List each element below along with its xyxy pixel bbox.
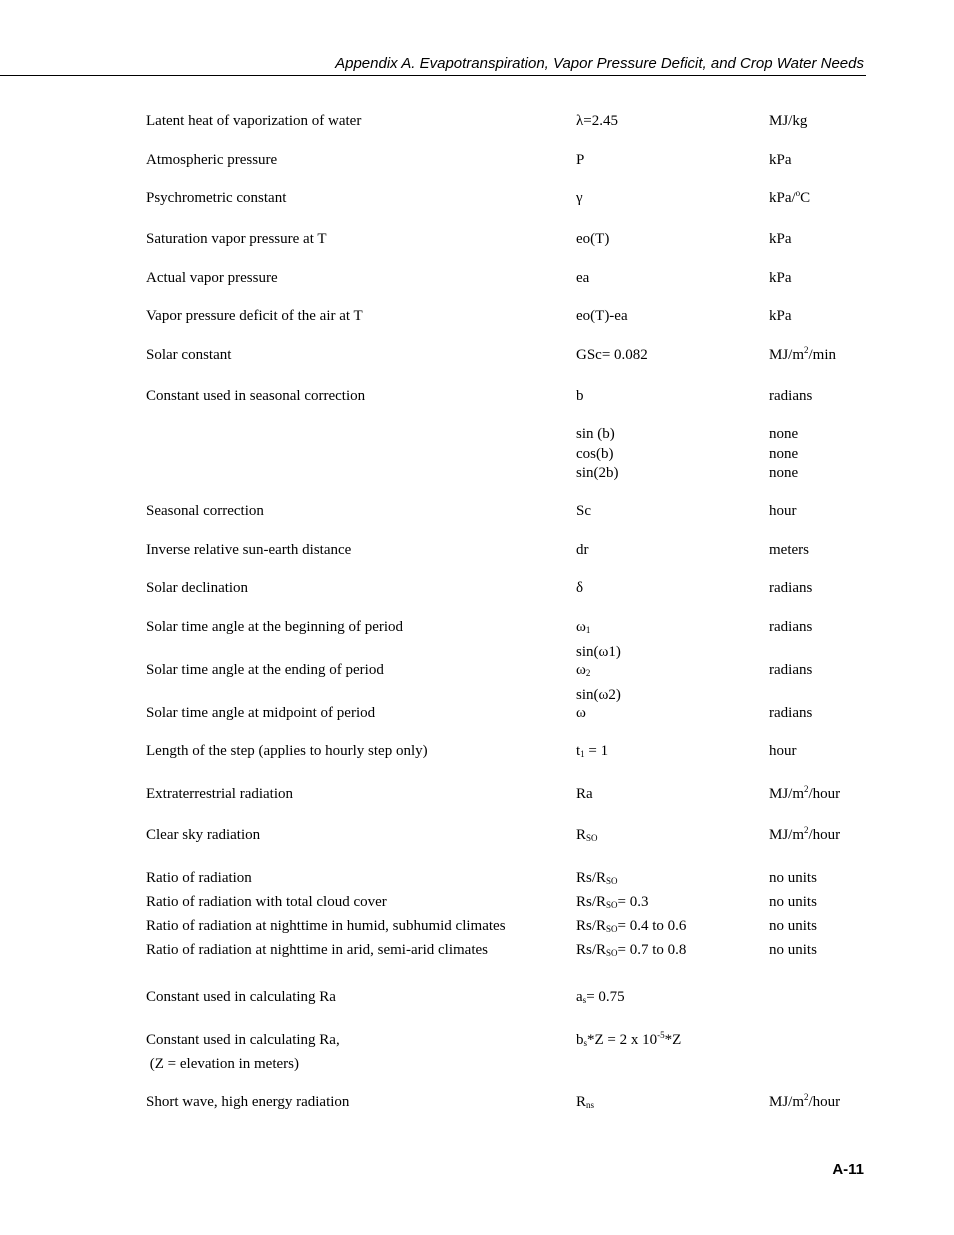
row-unit: no units (769, 894, 817, 910)
row-label: Ratio of radiation at nighttime in humid, subhumid climates (146, 918, 506, 934)
row-symbol: $R_{ns}$ (576, 1094, 595, 1110)
row-unit: none (769, 465, 799, 481)
row-label: Ratio of radiation with total cloud cover (146, 894, 387, 910)
row-label: Solar time angle at midpoint of period (146, 705, 376, 721)
row-label: Solar time angle at the beginning of period (146, 619, 404, 635)
row-unit: no units (769, 918, 817, 934)
row-symbol: γ (576, 190, 583, 206)
page-header: Appendix A. Evapotranspiration, Vapor Pressure Deficit, and Crop Water Needs (335, 55, 864, 72)
row-unit: radians (769, 388, 813, 404)
row-unit: kPa (769, 231, 792, 247)
row-symbol: cos(b) (576, 445, 614, 462)
row-symbol: ea (576, 270, 590, 286)
row-label: Saturation vapor pressure at T (146, 231, 327, 247)
row-unit: kPa (769, 308, 792, 324)
row-unit: no units (769, 942, 817, 958)
row-unit: none (769, 426, 799, 442)
row-symbol: $\omega_2$ (576, 662, 591, 678)
row-symbol: sin (b) (576, 426, 615, 442)
row-symbol: P (576, 152, 585, 168)
row-symbol: $Rs/R_{SO}$ (576, 870, 618, 886)
row-unit: meters (769, 542, 809, 558)
row-unit: $MJ/m^2$/hour (769, 784, 841, 802)
row-symbol: sin(ω2) (576, 687, 621, 703)
row-label: Length of the step (applies to hourly step only) (146, 743, 428, 759)
row-symbol: Sc (576, 503, 591, 519)
row-symbol: $R_{SO}$ (576, 827, 598, 843)
row-symbol: $a_s= 0.75$ (576, 989, 625, 1005)
row-label: Vapor pressure deficit of the air at T (146, 308, 363, 324)
header-rule (0, 75, 866, 76)
row-symbol: eo(T)-ea (576, 308, 628, 324)
row-symbol: sin(ω1) (576, 644, 621, 660)
row-label: Constant used in seasonal correction (146, 388, 366, 404)
row-label-group (146, 1031, 340, 1075)
row-symbol: $Rs/R_{SO}= 0.7$ to 0.8 (576, 942, 687, 958)
row-symbol: $b_s*Z = 2$ x $10^{-5}*Z$ (576, 1030, 682, 1048)
row-label: Ratio of radiation at nighttime in arid, semi-arid climates (146, 942, 488, 958)
row-symbol: δ (576, 580, 584, 596)
row-unit-group (769, 425, 798, 484)
row-label-note: (Z = elevation in meters) (146, 1056, 299, 1072)
row-unit: radians (769, 705, 813, 721)
row-unit: hour (769, 743, 797, 759)
row-unit: kPa (769, 152, 792, 168)
page-number: A-11 (832, 1161, 864, 1178)
row-unit: none (769, 445, 799, 462)
row-unit: $MJ/m^2$/hour (769, 825, 841, 843)
row-unit: kPa/$^o$C (769, 188, 811, 206)
row-symbol: sin(2b) (576, 465, 619, 481)
row-symbol: $t_1 = 1$ (576, 743, 609, 759)
row-unit: MJ/kg (769, 113, 808, 129)
row-symbol: $\omega_1$ (576, 619, 591, 635)
row-label: Extraterrestrial radiation (146, 786, 294, 802)
row-symbol-group (576, 425, 619, 484)
row-unit: no units (769, 870, 817, 886)
row-symbol: $Rs/R_{SO}= 0.3$ (576, 894, 649, 910)
row-label: Constant used in calculating Ra, (146, 1032, 340, 1048)
row-unit: $MJ/m^2/\min$ (769, 345, 837, 363)
row-label: Seasonal correction (146, 503, 264, 519)
row-unit: $MJ/m^2$/hour (769, 1092, 841, 1110)
row-unit: kPa (769, 270, 792, 286)
row-unit: radians (769, 619, 813, 635)
row-symbol: Ra (576, 786, 593, 802)
row-label: Short wave, high energy radiation (146, 1094, 350, 1110)
row-unit: radians (769, 580, 813, 596)
row-label: Inverse relative sun-earth distance (146, 542, 352, 558)
row-label: Clear sky radiation (146, 827, 261, 843)
row-symbol: λ=2.45 (576, 113, 618, 129)
row-label: Solar time angle at the ending of period (146, 662, 384, 678)
row-symbol: ω (576, 705, 586, 721)
row-symbol: dr (576, 542, 589, 558)
row-symbol: GSc= 0.082 (576, 347, 648, 363)
row-label: Solar declination (146, 580, 249, 596)
row-symbol: b (576, 388, 584, 404)
row-label: Actual vapor pressure (146, 270, 278, 286)
row-label: Constant used in calculating Ra (146, 989, 336, 1005)
row-unit: hour (769, 503, 797, 519)
row-symbol: $Rs/R_{SO}= 0.4$ to 0.6 (576, 918, 687, 934)
row-label: Latent heat of vaporization of water (146, 113, 362, 129)
row-symbol: eo(T) (576, 231, 610, 247)
row-label: Psychrometric constant (146, 190, 287, 206)
row-label: Solar constant (146, 347, 232, 363)
row-label: Atmospheric pressure (146, 152, 278, 168)
row-label: Ratio of radiation (146, 870, 252, 886)
row-unit: radians (769, 662, 813, 678)
